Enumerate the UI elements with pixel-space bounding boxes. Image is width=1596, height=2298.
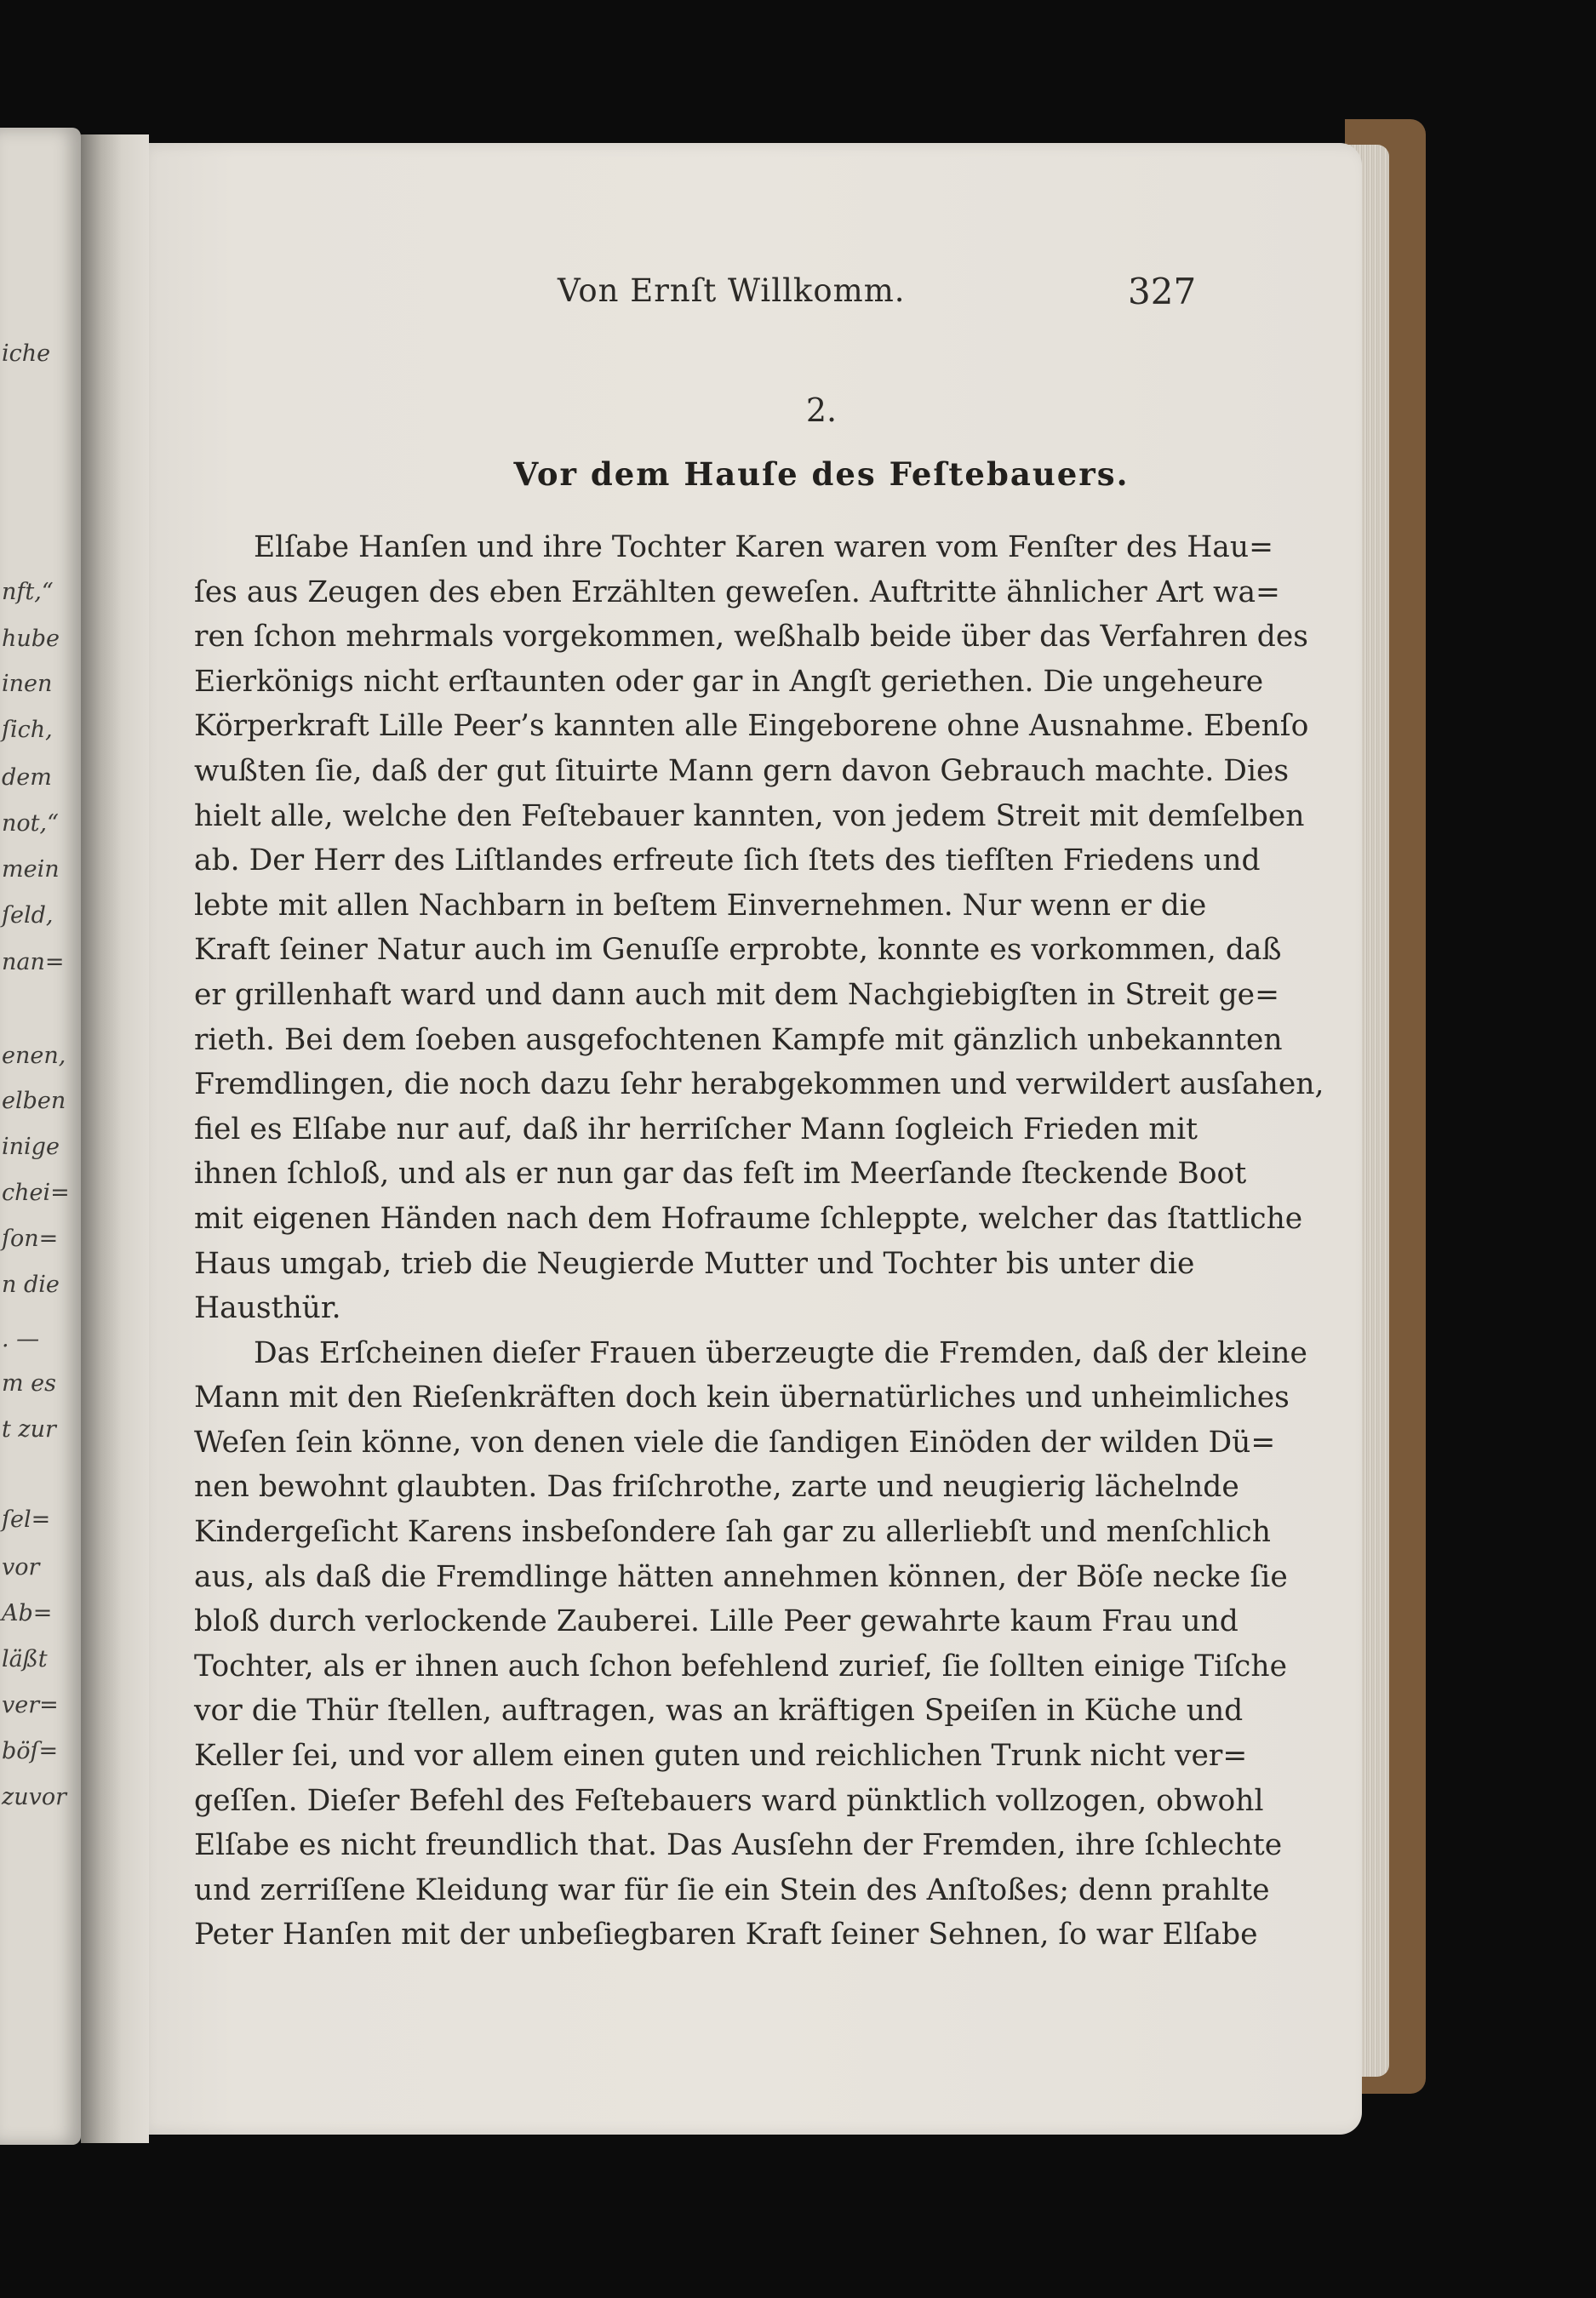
text-line: ab. Der Herr des Liſtlandes erfreute ſich ſtets des tiefſten Friedens und (194, 843, 1261, 878)
left-page-fragment: not,“ (2, 810, 59, 837)
left-page-fragment: Ab= (2, 1600, 53, 1626)
left-page-fragment: ſich, (2, 717, 53, 743)
left-page-fragment: t zur (2, 1416, 56, 1443)
left-page-fragment: dem (2, 764, 52, 791)
section-number: 2. (805, 392, 838, 429)
left-page-fragment: elben (2, 1088, 66, 1114)
text-line: rieth. Bei dem ſoeben ausgefochtenen Kampfe mit gänzlich unbekannten (194, 1022, 1283, 1057)
left-page-fragment: enen, (2, 1043, 66, 1069)
left-page-fragment: ſel= (2, 1506, 51, 1533)
left-page-fragment: m es (2, 1370, 57, 1397)
left-page-fragment: inige (2, 1134, 60, 1160)
left-page-fragment: . — (2, 1326, 40, 1352)
chapter-title: Vor dem Hauſe des Feſtebauers. (513, 455, 1130, 493)
text-line: ihnen ſchloß, und als er nun gar das feſt im Meerſande ſteckende Boot (194, 1157, 1247, 1192)
left-page-fragment: ſon= (2, 1226, 59, 1252)
book-gutter (81, 134, 149, 2143)
left-page-edge (0, 128, 81, 2145)
left-page-fragment: mein (2, 856, 60, 883)
text-line: Hausthür. (194, 1291, 341, 1326)
page-number: 327 (1128, 271, 1197, 312)
left-page-fragment: hube (2, 626, 60, 652)
text-line: Keller ſei, und vor allem einen guten und reichlichen Trunk nicht ver= (194, 1739, 1248, 1774)
text-line: Elſabe Hanſen und ihre Tochter Karen waren vom Fenſter des Hau= (254, 530, 1273, 564)
left-page-fragment: chei= (2, 1180, 70, 1206)
text-line: lebte mit allen Nachbarn in beſtem Einvernehmen. Nur wenn er die (194, 888, 1207, 923)
text-line: Fremdlingen, die noch dazu ſehr herabgekommen und verwildert ausſahen, (194, 1067, 1324, 1102)
text-line: Das Erſcheinen dieſer Frauen überzeugte die Fremden, daß der kleine (254, 1335, 1307, 1370)
left-page-fragment: iche (2, 340, 51, 367)
text-line: Elſabe es nicht freundlich that. Das Ausſehn der Fremden, ihre ſchlechte (194, 1828, 1283, 1863)
text-line: Weſen ſein könne, von denen viele die ſandigen Einöden der wilden Dü= (194, 1425, 1276, 1460)
text-line: Mann mit den Rieſenkräften doch kein übernatürliches und unheimliches (194, 1381, 1290, 1415)
text-line: wußten ſie, daß der gut ſituirte Mann gern davon Gebrauch machte. Dies (194, 753, 1290, 788)
text-line: mit eigenen Händen nach dem Hofraume ſchleppte, welcher das ſtattliche (194, 1201, 1303, 1236)
left-page-fragment: böſ= (2, 1738, 59, 1764)
text-line: Kraft ſeiner Natur auch im Genuſſe erprobte, konnte es vorkommen, daß (194, 933, 1282, 968)
text-line: Peter Hanſen mit der unbeſiegbaren Kraft ſeiner Sehnen, ſo war Elſabe (194, 1918, 1258, 1952)
text-line: Tochter, als er ihnen auch ſchon befehlend zurief, ſie ſollten einige Tiſche (194, 1649, 1287, 1683)
left-page-fragment: ſeld, (2, 902, 54, 929)
left-page-fragment: ver= (2, 1692, 59, 1718)
text-line: fiel es Elſabe nur auf, daß ihr herriſcher Mann ſogleich Frieden mit (194, 1112, 1198, 1146)
left-page-fragment: nan= (2, 949, 65, 975)
text-line: Körperkraft Lille Peer’s kannten alle Eingeborene ohne Ausnahme. Ebenſo (194, 709, 1309, 744)
text-line: hielt alle, welche den Feſtebauer kannten, von jedem Streit mit demſelben (194, 798, 1305, 833)
body-text (194, 525, 1324, 1958)
text-line: bloß durch verlockende Zauberei. Lille Peer gewahrte kaum Frau und (194, 1604, 1238, 1639)
text-line: nen bewohnt glaubten. Das friſchrothe, zarte und neugierig lächelnde (194, 1470, 1239, 1505)
text-line: vor die Thür ſtellen, auftragen, was an kräftigen Speiſen in Küche und (194, 1694, 1244, 1729)
text-line: und zerriſſene Kleidung war für ſie ein Stein des Anſtoßes; denn prahlte (194, 1872, 1270, 1907)
left-page-fragment: inen (2, 671, 53, 697)
text-line: ſes aus Zeugen des eben Erzählten geweſen. Auftritte ähnlicher Art wa= (194, 574, 1280, 609)
left-page-fragment: läßt (2, 1646, 48, 1672)
running-head: Von Ernſt Willkomm. (558, 272, 906, 309)
text-line: Haus umgab, trieb die Neugierde Mutter und Tochter bis unter die (194, 1246, 1195, 1281)
text-line: er grillenhaft ward und dann auch mit dem Nachgiebigſten in Streit ge= (194, 977, 1280, 1012)
text-line: geſſen. Dieſer Befehl des Feſtebauers ward pünktlich vollzogen, obwohl (194, 1783, 1264, 1818)
text-line: Eierkönigs nicht erſtaunten oder gar in Angſt geriethen. Die ungeheure (194, 664, 1264, 699)
left-page-fragment: nft,“ (2, 579, 54, 605)
text-line: aus, als daß die Fremdlinge hätten annehmen können, der Böſe necke ſie (194, 1559, 1288, 1594)
left-page-fragment: n die (2, 1272, 60, 1298)
text-line: ren ſchon mehrmals vorgekommen, weßhalb beide über das Verfahren des (194, 620, 1309, 655)
left-page-fragment: zuvor (2, 1784, 67, 1810)
text-line: Kindergeſicht Karens insbeſondere ſah gar zu allerliebſt und menſchlich (194, 1515, 1271, 1550)
left-page-fragment: vor (2, 1554, 40, 1581)
